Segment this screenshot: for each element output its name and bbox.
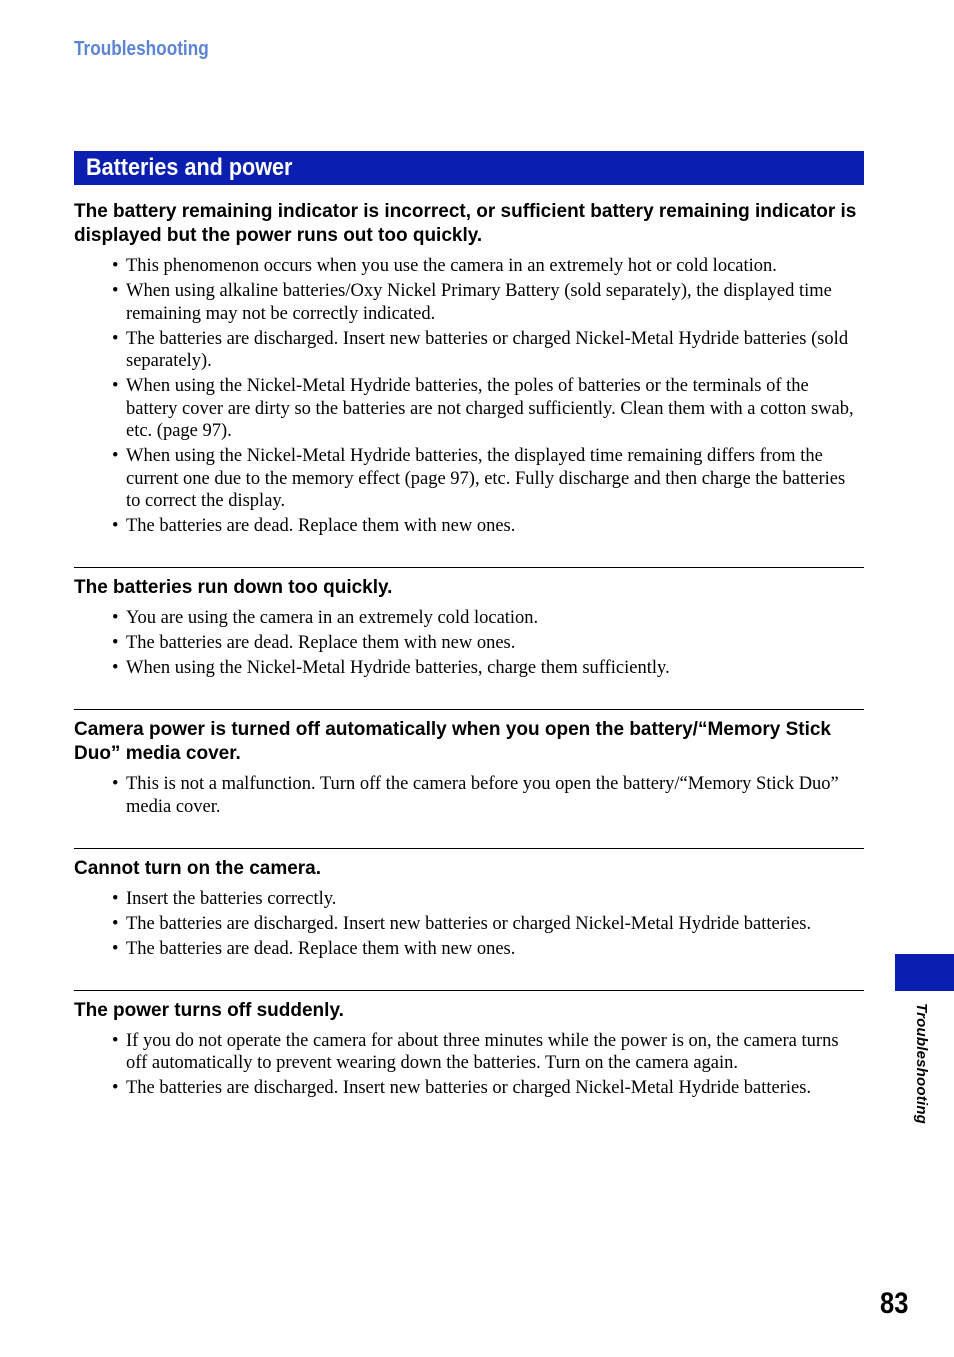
- issue-battery-indicator: [74, 200, 864, 568]
- list-item: • You are using the camera in an extremely cold location.: [112, 607, 864, 630]
- list-item: • The batteries are discharged. Insert new batteries or charged Nickel-Metal Hydride batteries (sold separately).: [112, 328, 864, 373]
- issue-items: [74, 773, 864, 818]
- issue-items: [74, 607, 864, 680]
- list-item: • This phenomenon occurs when you use the camera in an extremely hot or cold location.: [112, 255, 864, 278]
- list-item: • The batteries are discharged. Insert new batteries or charged Nickel-Metal Hydride batteries.: [112, 913, 864, 936]
- issue-title: The batteries run down too quickly.: [74, 577, 393, 598]
- issue-items: [74, 255, 864, 538]
- list-item: • The batteries are dead. Replace them with new ones.: [112, 515, 864, 538]
- issue-title: The power turns off suddenly.: [74, 999, 344, 1021]
- chapter-side-label: [912, 1003, 930, 1133]
- list-item: • When using the Nickel-Metal Hydride batteries, the displayed time remaining differs from the current one due to the memory effect (page 97), etc. Fully discharge and then charge the batteries to correct the display.: [112, 445, 864, 513]
- issue-power-off-cover: [74, 718, 864, 849]
- troubleshooting-content: [74, 200, 864, 1137]
- list-item: • The batteries are dead. Replace them with new ones.: [112, 938, 864, 961]
- chapter-side-label-text: Troubleshooting: [913, 1003, 930, 1125]
- section-title: Batteries and power: [86, 154, 293, 181]
- list-item: • The batteries are dead. Replace them with new ones.: [112, 632, 864, 655]
- list-item: • When using the Nickel-Metal Hydride batteries, the poles of batteries or the terminals of the battery cover are dirty so the batteries are not charged sufficiently. Clean them with a cotton swab, etc. (page 97).: [112, 375, 864, 443]
- section-header-bar: [74, 151, 864, 185]
- issue-title: The battery remaining indicator is incorrect, or sufficient battery remaining indicator is displayed but the power runs out too quickly.: [74, 201, 857, 246]
- issue-title: Camera power is turned off automatically when you open the battery/“Memory Stick Duo” media cover.: [74, 719, 831, 764]
- list-item: • When using the Nickel-Metal Hydride batteries, charge them sufficiently.: [112, 657, 864, 680]
- issue-cannot-turn-on: [74, 857, 864, 991]
- list-item: • This is not a malfunction. Turn off the camera before you open the battery/“Memory Stick Duo” media cover.: [112, 773, 864, 818]
- list-item: • When using alkaline batteries/Oxy Nickel Primary Battery (sold separately), the displayed time remaining may not be correctly indicated.: [112, 280, 864, 325]
- page-number: 83: [879, 1287, 908, 1320]
- list-item: • The batteries are discharged. Insert new batteries or charged Nickel-Metal Hydride batteries.: [112, 1077, 864, 1100]
- issue-items: [74, 888, 864, 961]
- issue-title: Cannot turn on the camera.: [74, 857, 322, 879]
- issue-run-down-quickly: [74, 576, 864, 710]
- list-item: • If you do not operate the camera for about three minutes while the power is on, the camera turns off automatically to prevent wearing down the batteries. Turn on the camera again.: [112, 1030, 864, 1075]
- running-head-title: Troubleshooting: [74, 38, 209, 60]
- issue-power-off-suddenly: [74, 999, 864, 1130]
- chapter-index-tab[interactable]: [895, 954, 954, 991]
- issue-items: [74, 1030, 864, 1100]
- list-item: • Insert the batteries correctly.: [112, 888, 864, 911]
